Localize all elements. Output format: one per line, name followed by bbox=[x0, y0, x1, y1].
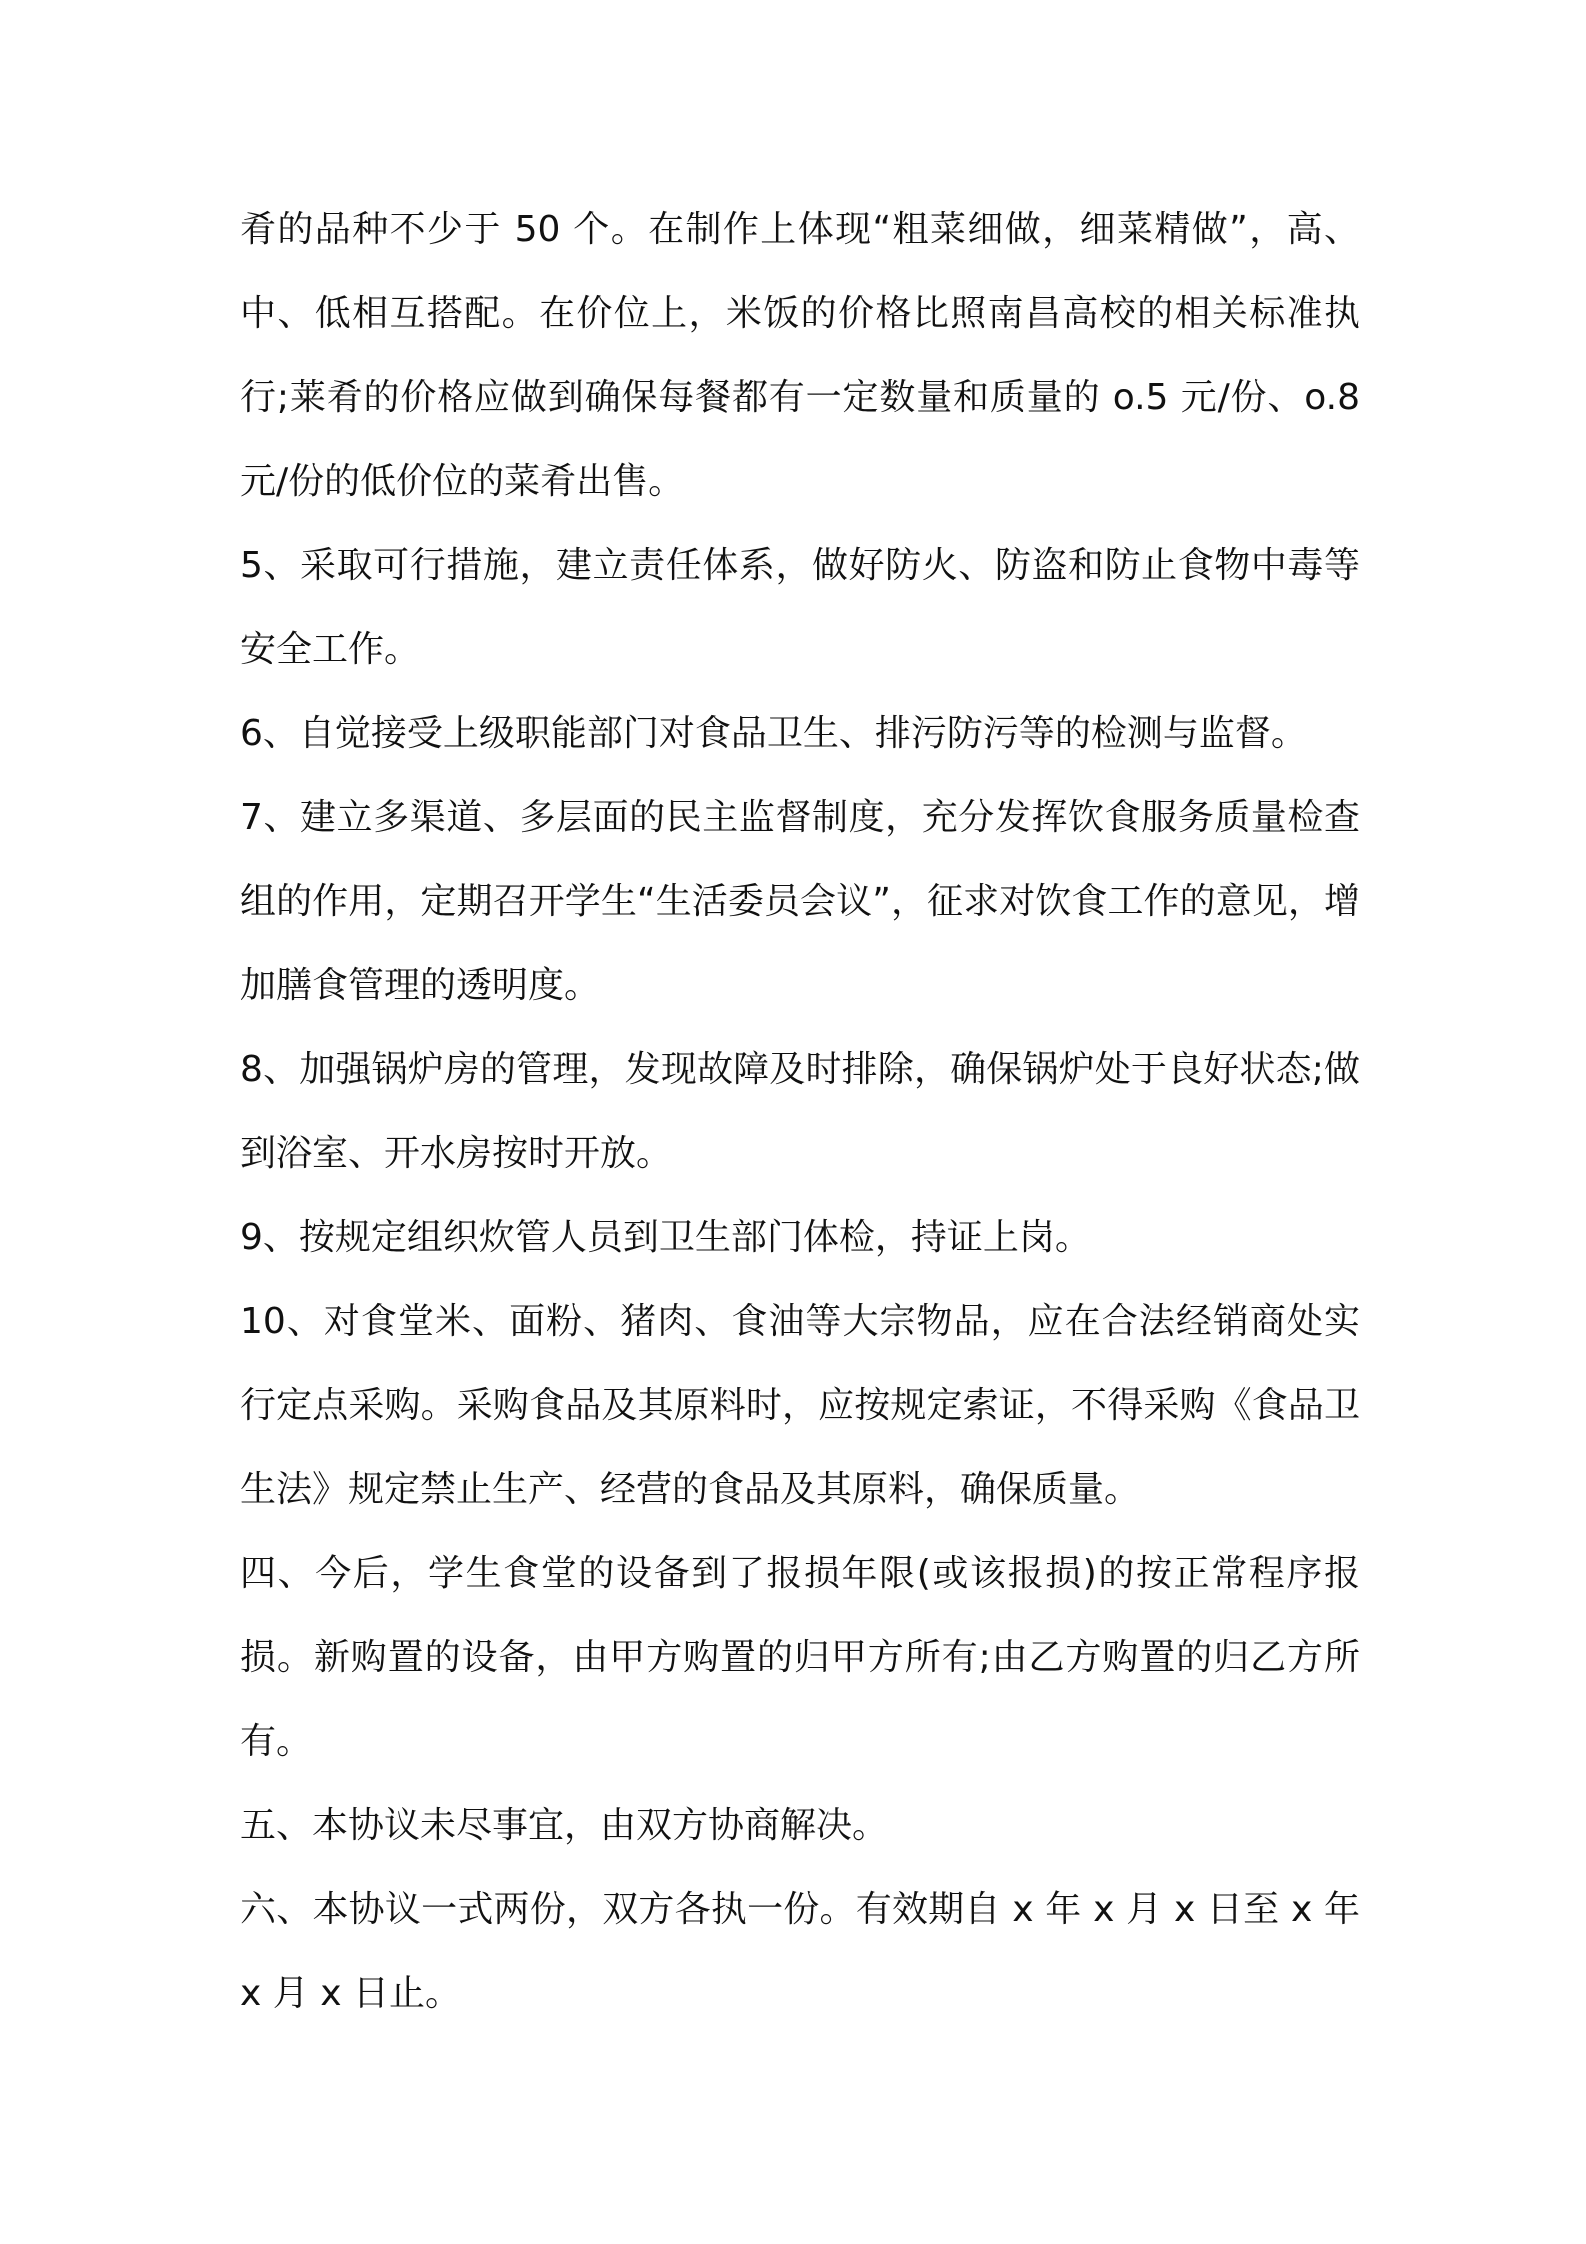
paragraph-item-9: 9、按规定组织炊管人员到卫生部门体检，持证上岗。 bbox=[240, 1217, 1091, 1258]
paragraph-section-5: 五、本协议未尽事宜，由双方协商解决。 bbox=[240, 1805, 889, 1846]
paragraph-item-8: 8、加强锅炉房的管理，发现故障及时排除，确保锅炉处于良好状态;做到浴室、开水房按时开放。 bbox=[240, 1049, 1360, 1174]
paragraph-dishes-pricing: 肴的品种不少于 50 个。在制作上体现“粗菜细做，细菜精做”，高、中、低相互搭配。在价位上，米饭的价格比照南昌高校的相关标准执行;莱肴的价格应做到确保每餐都有一定数量和质量的 o.5 元/份、o.8 元/份的低价位的菜肴出售。 bbox=[240, 209, 1360, 502]
paragraph-item-7: 7、建立多渠道、多层面的民主监督制度，充分发挥饮食服务质量检查组的作用，定期召开学生“生活委员会议”，征求对饮食工作的意见，增加膳食管理的透明度。 bbox=[240, 797, 1360, 1006]
paragraph-item-5: 5、采取可行措施，建立责任体系，做好防火、防盗和防止食物中毒等安全工作。 bbox=[240, 545, 1360, 670]
paragraph-item-6: 6、自觉接受上级职能部门对食品卫生、排污防污等的检测与监督。 bbox=[240, 713, 1307, 754]
paragraph-section-4: 四、今后，学生食堂的设备到了报损年限(或该报损)的按正常程序报损。新购置的设备，由甲方购置的归甲方所有;由乙方购置的归乙方所有。 bbox=[240, 1553, 1360, 1762]
paragraph-item-10: 10、对食堂米、面粉、猪肉、食油等大宗物品，应在合法经销商处实行定点采购。采购食品及其原料时，应按规定索证，不得采购《食品卫生法》规定禁止生产、经营的食品及其原料，确保质量。 bbox=[240, 1301, 1360, 1510]
document-body bbox=[240, 188, 1360, 2036]
paragraph-section-6: 六、本协议一式两份，双方各执一份。有效期自 x 年 x 月 x 日至 x 年 x 月 x 日止。 bbox=[240, 1889, 1360, 2014]
